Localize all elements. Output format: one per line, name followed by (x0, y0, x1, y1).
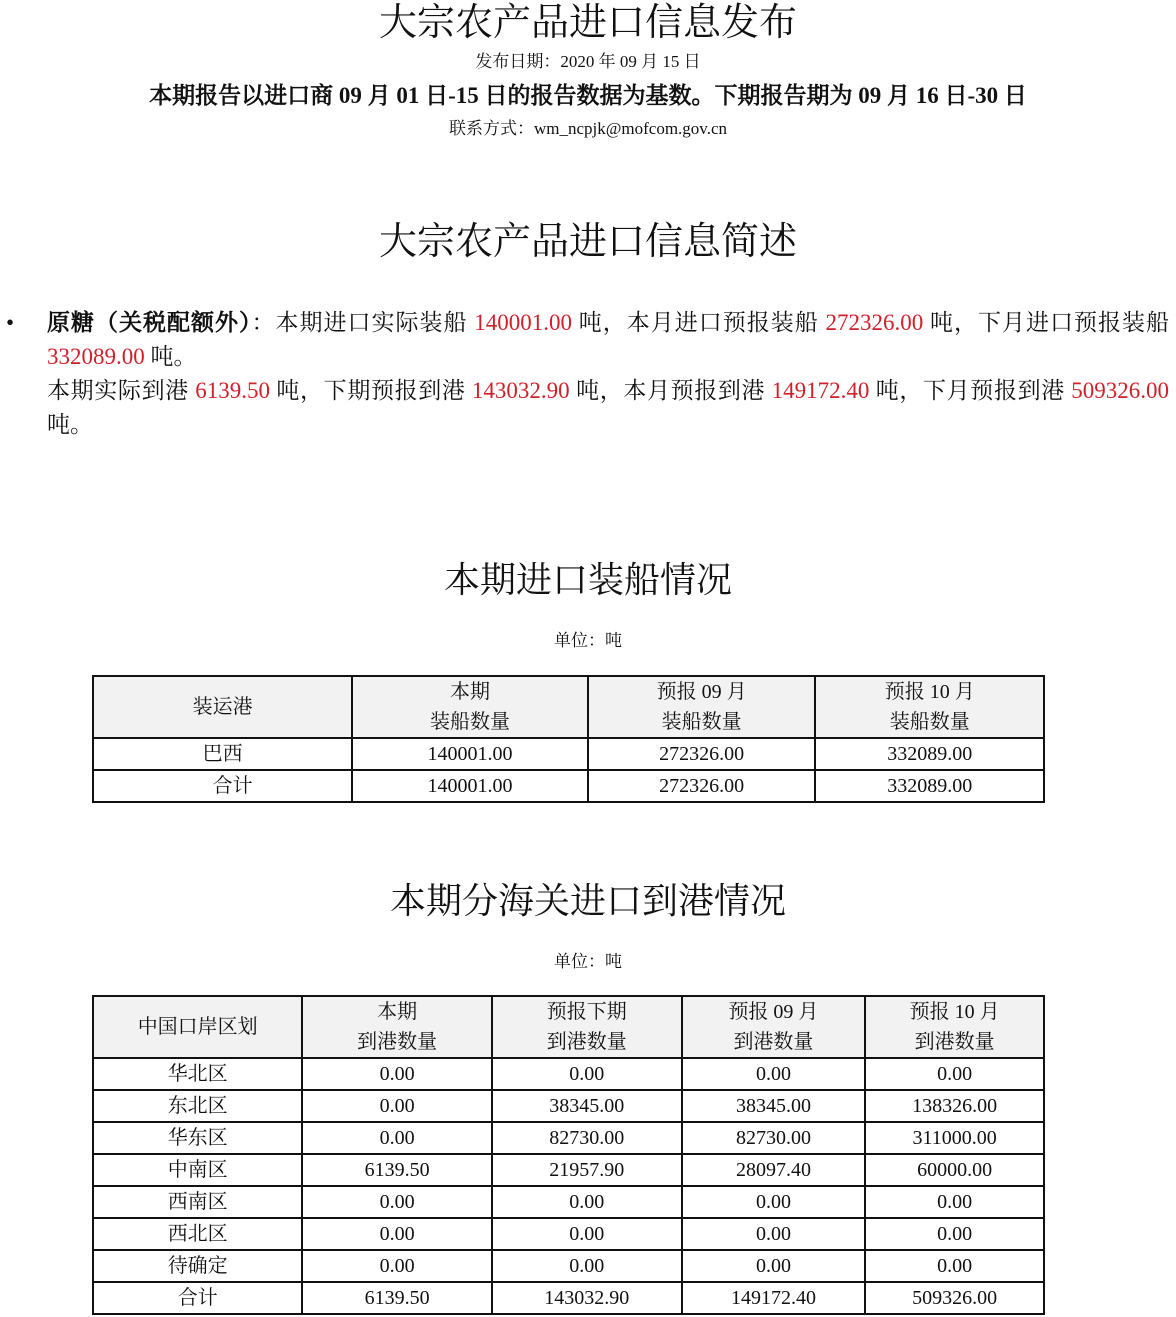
header-text: 到港数量 (733, 1031, 814, 1053)
arrival-title: 本期分海关进口到港情况 (389, 881, 786, 921)
column-header (93, 996, 302, 1058)
table-header-row (93, 676, 1044, 738)
table-cell: 28097.40 (682, 1154, 866, 1186)
table-cell: 311000.00 (865, 1122, 1044, 1154)
table-row (93, 1186, 1044, 1218)
table-cell: 6139.50 (302, 1154, 492, 1186)
page-title: 大宗农产品进口信息发布 (378, 2, 797, 44)
table-cell: 东北区 (93, 1090, 302, 1122)
column-header (815, 676, 1044, 738)
text: 吨，下月进口预报装船 (923, 310, 1169, 335)
table-row (93, 1154, 1044, 1186)
table-cell: 21957.90 (492, 1154, 682, 1186)
header-text: 预报 10 月 (884, 681, 975, 703)
text: 吨，下期预报到港 (270, 378, 472, 403)
publish-date: 发布日期：2020 年 09 月 15 日 (475, 52, 701, 71)
header-text: 中国口岸区划 (137, 1016, 258, 1038)
header-text: 本期 (377, 1001, 418, 1023)
table-cell: 华东区 (93, 1122, 302, 1154)
table-row (93, 1250, 1044, 1282)
table-cell: 272326.00 (588, 738, 816, 770)
table-cell: 0.00 (682, 1058, 866, 1090)
header-text: 到港数量 (546, 1031, 627, 1053)
table-cell: 0.00 (865, 1058, 1044, 1090)
table-cell: 0.00 (492, 1250, 682, 1282)
column-header (865, 996, 1044, 1058)
table-cell: 138326.00 (865, 1090, 1044, 1122)
text: 吨，本月进口预报装船 (572, 310, 826, 335)
table-cell: 140001.00 (352, 738, 588, 770)
table-header-row (93, 996, 1044, 1058)
text: 本期实际到港 (47, 378, 196, 403)
table-cell: 合计 (93, 770, 352, 802)
table-cell: 6139.50 (302, 1282, 492, 1314)
table-cell: 38345.00 (492, 1090, 682, 1122)
text: ：本期进口实际装船 (251, 310, 475, 335)
value: 332089.00 (47, 344, 145, 369)
header-text: 装船数量 (889, 711, 970, 733)
text: 吨，本月预报到港 (569, 378, 772, 403)
text: 吨。 (144, 344, 197, 369)
table-cell: 0.00 (682, 1218, 866, 1250)
bullet-icon: • (6, 310, 15, 335)
table-row (93, 1282, 1044, 1314)
header-text: 装运港 (192, 696, 253, 718)
column-header (588, 676, 816, 738)
table-cell: 0.00 (865, 1218, 1044, 1250)
table-cell: 0.00 (302, 1058, 492, 1090)
table-row (93, 1218, 1044, 1250)
summary-paragraph (47, 306, 1169, 442)
report-period-notice: 本期报告以进口商 09 月 01 日-15 日的报告数据为基数。下期报告期为 09 月 16 日-30 日 (149, 83, 1027, 108)
table-cell: 38345.00 (682, 1090, 866, 1122)
header-text: 本期 (450, 681, 491, 703)
table-row (93, 738, 1044, 770)
text: 吨。 (47, 412, 93, 437)
arrival-unit: 单位：吨 (554, 952, 622, 971)
table-cell: 272326.00 (588, 770, 816, 802)
table-cell: 西北区 (93, 1218, 302, 1250)
value: 140001.00 (474, 310, 572, 335)
table-cell: 509326.00 (865, 1282, 1044, 1314)
table-row (93, 1058, 1044, 1090)
column-header (352, 676, 588, 738)
table-cell: 0.00 (302, 1122, 492, 1154)
shipping-title: 本期进口装船情况 (443, 560, 732, 600)
header-text: 装船数量 (661, 711, 742, 733)
header-text: 到港数量 (357, 1031, 438, 1053)
header-text: 预报 09 月 (656, 681, 747, 703)
arrival-table (92, 995, 1045, 1315)
table-cell: 0.00 (302, 1250, 492, 1282)
value: 6139.50 (195, 378, 270, 403)
column-header (492, 996, 682, 1058)
table-row (93, 770, 1044, 802)
column-header (682, 996, 866, 1058)
table-cell: 332089.00 (815, 738, 1044, 770)
header-text: 到港数量 (914, 1031, 995, 1053)
table-cell: 0.00 (865, 1186, 1044, 1218)
table-row (93, 1122, 1044, 1154)
table-cell: 143032.90 (492, 1282, 682, 1314)
table-cell: 0.00 (492, 1218, 682, 1250)
column-header (93, 676, 352, 738)
table-cell: 0.00 (682, 1186, 866, 1218)
header-text: 预报下期 (546, 1001, 627, 1023)
contact-info: 联系方式：wm_ncpjk@mofcom.gov.cn (448, 119, 728, 138)
table-row (93, 1090, 1044, 1122)
value: 272326.00 (825, 310, 924, 335)
table-cell: 西南区 (93, 1186, 302, 1218)
table-cell: 82730.00 (682, 1122, 866, 1154)
value: 149172.40 (771, 378, 870, 403)
shipping-unit: 单位：吨 (554, 631, 622, 650)
item-label: 原糖（关税配额外） (47, 310, 252, 335)
header-text: 预报 09 月 (728, 1001, 819, 1023)
table-cell: 82730.00 (492, 1122, 682, 1154)
table-cell: 0.00 (302, 1186, 492, 1218)
table-cell: 332089.00 (815, 770, 1044, 802)
header-text: 装船数量 (430, 711, 511, 733)
table-cell: 0.00 (492, 1186, 682, 1218)
summary-title: 大宗农产品进口信息简述 (378, 221, 797, 263)
table-cell: 149172.40 (682, 1282, 866, 1314)
table-cell: 0.00 (492, 1058, 682, 1090)
table-cell: 60000.00 (865, 1154, 1044, 1186)
table-cell: 待确定 (93, 1250, 302, 1282)
table-cell: 0.00 (865, 1250, 1044, 1282)
column-header (302, 996, 492, 1058)
table-cell: 中南区 (93, 1154, 302, 1186)
text: 吨，下月预报到港 (869, 378, 1072, 403)
value: 143032.90 (471, 378, 570, 403)
table-cell: 0.00 (302, 1090, 492, 1122)
table-cell: 华北区 (93, 1058, 302, 1090)
shipping-table (92, 675, 1045, 803)
header-text: 预报 10 月 (909, 1001, 1000, 1023)
table-cell: 140001.00 (352, 770, 588, 802)
table-cell: 巴西 (93, 738, 352, 770)
table-cell: 合计 (93, 1282, 302, 1314)
table-cell: 0.00 (302, 1218, 492, 1250)
value: 509326.00 (1071, 378, 1170, 403)
table-cell: 0.00 (682, 1250, 866, 1282)
